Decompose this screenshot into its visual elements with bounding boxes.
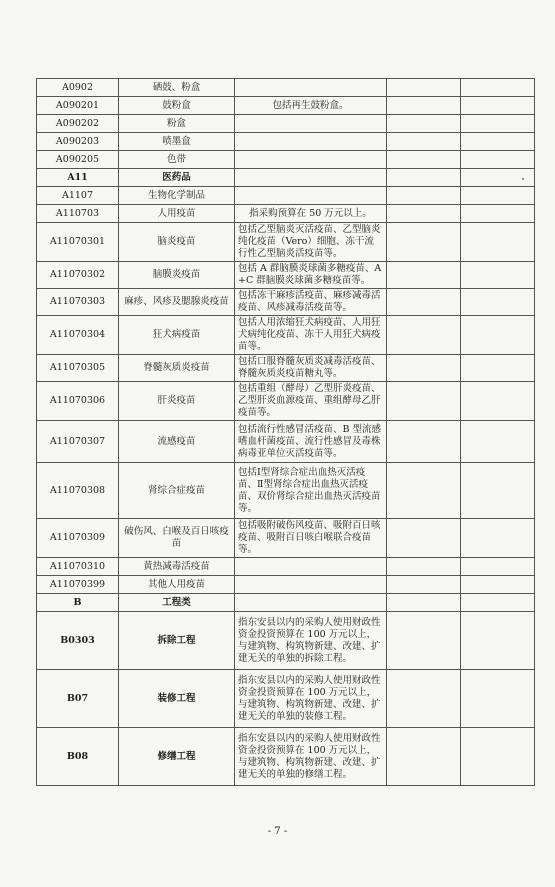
empty-cell xyxy=(461,79,535,97)
empty-cell xyxy=(461,728,535,786)
item-code: A1107 xyxy=(37,187,119,205)
empty-cell xyxy=(461,670,535,728)
empty-cell xyxy=(461,151,535,169)
item-name: 肝炎疫苗 xyxy=(119,382,235,421)
empty-cell xyxy=(387,670,461,728)
empty-cell xyxy=(387,728,461,786)
item-code: A0902 xyxy=(37,79,119,97)
empty-cell xyxy=(461,223,535,262)
empty-cell xyxy=(387,612,461,670)
table-row xyxy=(37,289,535,316)
scan-speck xyxy=(522,178,524,180)
empty-cell xyxy=(461,612,535,670)
item-code: A11070307 xyxy=(37,421,119,463)
item-description: 指东安县以内的采购人使用财政性资金投资预算在 100 万元以上，与建筑物、构筑物新建、改建、扩建无关的单独的装修工程。 xyxy=(235,670,387,728)
empty-cell xyxy=(461,421,535,463)
item-code: A090203 xyxy=(37,133,119,151)
table-row xyxy=(37,151,535,169)
empty-cell xyxy=(387,382,461,421)
item-description: 包括 A 群脑膜炎球菌多糖疫苗、A+C 群脑膜炎球菌多糖疫苗等。 xyxy=(235,262,387,289)
table-row xyxy=(37,519,535,558)
item-name: 粉盒 xyxy=(119,115,235,133)
empty-cell xyxy=(387,289,461,316)
empty-cell xyxy=(387,169,461,187)
item-code: A090201 xyxy=(37,97,119,115)
table-row xyxy=(37,223,535,262)
item-description xyxy=(235,133,387,151)
empty-cell xyxy=(461,355,535,382)
empty-cell xyxy=(387,151,461,169)
item-name: 麻疹、风疹及腮腺炎疫苗 xyxy=(119,289,235,316)
empty-cell xyxy=(387,205,461,223)
item-name: 鼓粉盒 xyxy=(119,97,235,115)
empty-cell xyxy=(387,262,461,289)
item-description: 包括口服脊髓灰质炎减毒活疫苗、脊髓灰质炎疫苗糖丸等。 xyxy=(235,355,387,382)
item-code: A11070310 xyxy=(37,558,119,576)
item-description: 指东安县以内的采购人使用财政性资金投资预算在 100 万元以上，与建筑物、构筑物新建、改建、扩建无关的单独的拆除工程。 xyxy=(235,612,387,670)
table-row xyxy=(37,576,535,594)
table-row xyxy=(37,262,535,289)
item-description: 包括人用浓缩狂犬病疫苗、人用狂犬病纯化疫苗、冻干人用狂犬病疫苗等。 xyxy=(235,316,387,355)
empty-cell xyxy=(461,115,535,133)
procurement-catalog-table xyxy=(36,78,535,786)
table-row xyxy=(37,115,535,133)
table-row xyxy=(37,463,535,519)
item-description: 包括重组（酵母）乙型肝炎疫苗、乙型肝炎血源疫苗、重组酵母乙肝疫苗等。 xyxy=(235,382,387,421)
item-description: 包括流行性感冒活疫苗、B 型流感嗜血杆菌疫苗、流行性感冒及毒株病毒亚单位灭活疫苗等。 xyxy=(235,421,387,463)
empty-cell xyxy=(461,97,535,115)
empty-cell xyxy=(387,97,461,115)
table-row xyxy=(37,728,535,786)
table-row xyxy=(37,612,535,670)
page-number: - 7 - xyxy=(267,826,288,837)
item-name: 狂犬病疫苗 xyxy=(119,316,235,355)
item-code: A11070301 xyxy=(37,223,119,262)
item-description xyxy=(235,594,387,612)
empty-cell xyxy=(461,576,535,594)
item-name: 色带 xyxy=(119,151,235,169)
empty-cell xyxy=(387,355,461,382)
table-row xyxy=(37,133,535,151)
table-row xyxy=(37,382,535,421)
item-name: 生物化学制品 xyxy=(119,187,235,205)
item-code: A11070303 xyxy=(37,289,119,316)
item-name: 脑炎疫苗 xyxy=(119,223,235,262)
item-code: A11070309 xyxy=(37,519,119,558)
item-name: 肾综合症疫苗 xyxy=(119,463,235,519)
item-description xyxy=(235,169,387,187)
item-name: 硒鼓、粉盒 xyxy=(119,79,235,97)
item-name: 黄热减毒活疫苗 xyxy=(119,558,235,576)
empty-cell xyxy=(461,316,535,355)
table-row xyxy=(37,316,535,355)
empty-cell xyxy=(387,115,461,133)
item-code: A11070304 xyxy=(37,316,119,355)
table-row xyxy=(37,421,535,463)
empty-cell xyxy=(461,262,535,289)
empty-cell xyxy=(387,187,461,205)
empty-cell xyxy=(461,382,535,421)
item-description xyxy=(235,576,387,594)
empty-cell xyxy=(387,558,461,576)
item-description xyxy=(235,151,387,169)
item-code: A11070302 xyxy=(37,262,119,289)
empty-cell xyxy=(461,519,535,558)
item-code: A11070399 xyxy=(37,576,119,594)
item-code: A090205 xyxy=(37,151,119,169)
item-code: B0303 xyxy=(37,612,119,670)
item-description: 包括冻干麻疹活疫苗、麻疹减毒活疫苗、风疹减毒活疫苗等。 xyxy=(235,289,387,316)
table-row xyxy=(37,670,535,728)
item-description xyxy=(235,187,387,205)
table-row xyxy=(37,205,535,223)
item-code: B xyxy=(37,594,119,612)
empty-cell xyxy=(461,463,535,519)
empty-cell xyxy=(387,79,461,97)
table-row xyxy=(37,187,535,205)
empty-cell xyxy=(387,576,461,594)
item-description xyxy=(235,115,387,133)
item-name: 破伤风、白喉及百日咳疫苗 xyxy=(119,519,235,558)
empty-cell xyxy=(387,421,461,463)
empty-cell xyxy=(387,223,461,262)
item-description: 包括再生鼓粉盒。 xyxy=(235,97,387,115)
item-name: 医药品 xyxy=(119,169,235,187)
item-code: A11070308 xyxy=(37,463,119,519)
item-name: 拆除工程 xyxy=(119,612,235,670)
item-code: A090202 xyxy=(37,115,119,133)
item-description xyxy=(235,558,387,576)
empty-cell xyxy=(461,558,535,576)
table-row xyxy=(37,594,535,612)
item-name: 修缮工程 xyxy=(119,728,235,786)
item-description: 包括Ⅰ型肾综合症出血热灭活疫苗、Ⅱ型肾综合症出血热灭活疫苗、双价肾综合症出血热灭活疫苗等。 xyxy=(235,463,387,519)
item-code: A11070305 xyxy=(37,355,119,382)
item-description: 包括吸附破伤风疫苗、吸附百日咳疫苗、吸附百日咳白喉联合疫苗等。 xyxy=(235,519,387,558)
item-name: 脑膜炎疫苗 xyxy=(119,262,235,289)
table-row xyxy=(37,79,535,97)
empty-cell xyxy=(387,316,461,355)
empty-cell xyxy=(461,289,535,316)
table-row xyxy=(37,97,535,115)
item-code: A11 xyxy=(37,169,119,187)
empty-cell xyxy=(387,594,461,612)
item-code: B07 xyxy=(37,670,119,728)
item-code: A11070306 xyxy=(37,382,119,421)
empty-cell xyxy=(461,594,535,612)
item-name: 工程类 xyxy=(119,594,235,612)
table-row xyxy=(37,355,535,382)
item-description xyxy=(235,79,387,97)
empty-cell xyxy=(461,133,535,151)
item-description: 包括乙型脑炎灭活疫苗、乙型脑炎纯化疫苗（Vero）细胞、冻干流行性乙型脑炎活疫苗等。 xyxy=(235,223,387,262)
item-code: B08 xyxy=(37,728,119,786)
empty-cell xyxy=(461,187,535,205)
empty-cell xyxy=(461,205,535,223)
item-name: 人用疫苗 xyxy=(119,205,235,223)
item-name: 其他人用疫苗 xyxy=(119,576,235,594)
item-name: 脊髓灰质炎疫苗 xyxy=(119,355,235,382)
item-name: 喷墨盒 xyxy=(119,133,235,151)
empty-cell xyxy=(387,463,461,519)
table-row xyxy=(37,558,535,576)
item-name: 装修工程 xyxy=(119,670,235,728)
empty-cell xyxy=(387,133,461,151)
empty-cell xyxy=(387,519,461,558)
item-description: 指东安县以内的采购人使用财政性资金投资预算在 100 万元以上，与建筑物、构筑物新建、改建、扩建无关的单独的修缮工程。 xyxy=(235,728,387,786)
item-name: 流感疫苗 xyxy=(119,421,235,463)
item-code: A110703 xyxy=(37,205,119,223)
table-row xyxy=(37,169,535,187)
item-description: 指采购预算在 50 万元以上。 xyxy=(235,205,387,223)
